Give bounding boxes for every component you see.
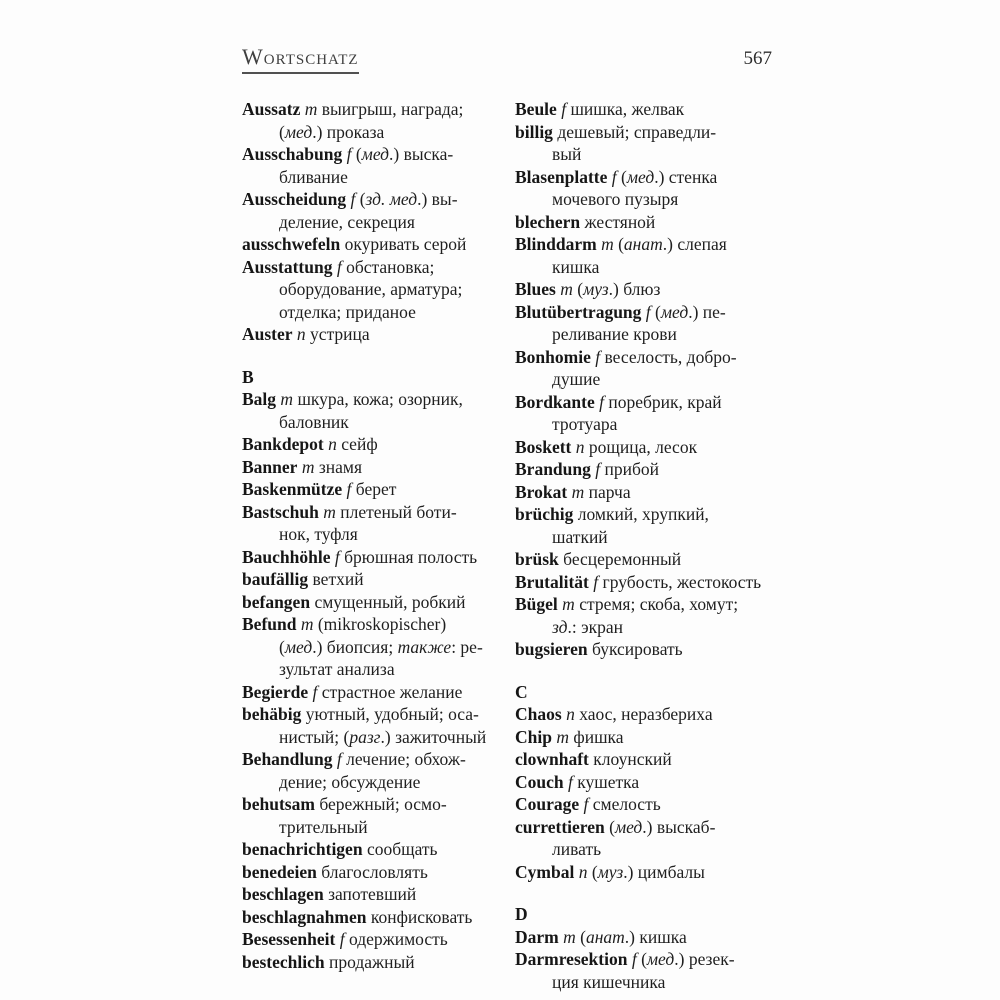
dictionary-entry: Besessenheit f одержимость [242, 929, 448, 949]
dictionary-entry: Bordkante f поребрик, край тротуара [515, 391, 722, 434]
dictionary-columns [242, 98, 772, 993]
dictionary-entry: Chip m фишка [515, 726, 624, 747]
page-number: 567 [743, 48, 772, 69]
dictionary-entry: Ausschabung f (мед.) выска- бливание [242, 144, 454, 187]
section-letter-D: D [515, 904, 528, 924]
dictionary-entry: Banner m знамя [242, 456, 362, 477]
dictionary-entry: Darm m (анат.) кишка [515, 926, 687, 947]
section-letter-B: B [242, 366, 254, 387]
dictionary-entry: Bügel m стремя; скоба, хомут; зд.: экран [515, 594, 739, 637]
dictionary-entry: Begierde f страстное желание [242, 681, 463, 702]
dictionary-entry: Blutübertragung f (мед.) пе- реливание крови [515, 301, 726, 344]
dictionary-entry: Bauchhöhle f брюшная полость [242, 546, 478, 567]
dictionary-entry: befangen смущенный, робкий [242, 591, 466, 612]
dictionary-entry: Baskenmütze f берет [242, 479, 397, 499]
dictionary-entry: Blasenplatte f (мед.) стенка мочевого пузыря [515, 166, 718, 209]
dictionary-entry: billig дешевый; справедли- вый [515, 121, 717, 164]
dictionary-entry: Balg m шкура, кожа; озорник, баловник [242, 389, 463, 432]
dictionary-entry: Bankdepot n сейф [242, 434, 378, 454]
dictionary-entry: beschlagnahmen конфисковать [242, 906, 473, 927]
dictionary-entry: Brandung f прибой [515, 459, 659, 479]
dictionary-entry: Ausstattung f обстановка; оборудование, арматура; отделка; приданое [242, 256, 463, 322]
dictionary-entry: behäbig уютный, удобный; оса- нистый; (разг.) зажиточный [242, 704, 487, 747]
dictionary-entry: Cymbal n (муз.) цимбалы [515, 861, 705, 882]
dictionary-entry: Aussatz m выигрыш, награда; (мед.) проказа [242, 99, 464, 142]
dictionary-entry: Blinddarm m (анат.) слепая кишка [515, 234, 727, 277]
dictionary-entry: Ausscheidung f (зд. мед.) вы- деление, секреция [242, 189, 458, 232]
dictionary-entry: Brokat m парча [515, 481, 631, 502]
dictionary-entry: bugsieren буксировать [515, 639, 683, 659]
dictionary-entry: Bonhomie f веселость, добро- душие [515, 346, 737, 389]
dictionary-entry: Befund m (mikroskopischer) (мед.) биопсия; также: ре- зультат анализа [242, 614, 483, 679]
dictionary-entry: Chaos n хаос, неразбериха [515, 704, 713, 724]
dictionary-entry: Blues m (муз.) блюз [515, 279, 661, 299]
dictionary-entry: bestechlich продажный [242, 951, 415, 972]
dictionary-entry: blechern жестяной [515, 211, 656, 232]
dictionary-entry: Courage f смелость [515, 794, 661, 814]
section-letter-C: C [515, 681, 528, 702]
dictionary-entry: clownhaft клоунский [515, 749, 672, 769]
dictionary-entry: Darmresektion f (мед.) резек- ция кишечника [515, 949, 735, 992]
right-column [515, 98, 772, 993]
dictionary-entry: Behandlung f лечение; обхож- дение; обсуждение [242, 749, 466, 792]
dictionary-entry: Brutalität f грубость, жестокость [515, 571, 762, 592]
dictionary-entry: Beule f шишка, желвак [515, 99, 685, 119]
dictionary-entry: Auster n устрица [242, 324, 370, 344]
page-header [242, 46, 772, 74]
dictionary-entry: baufällig ветхий [242, 569, 364, 589]
dictionary-entry: currettieren (мед.) выскаб- ливать [515, 816, 716, 859]
dictionary-entry: Bastschuh m плетеный боти- нок, туфля [242, 501, 457, 544]
dictionary-entry: benedeien благословлять [242, 861, 428, 882]
dictionary-entry: Boskett n рощица, лесок [515, 436, 698, 457]
left-column [242, 98, 499, 993]
dictionary-entry: brüsk бесцеремонный [515, 549, 682, 569]
dictionary-entry: brüchig ломкий, хрупкий, шаткий [515, 504, 709, 547]
dictionary-entry: beschlagen запотевший [242, 884, 417, 904]
dictionary-entry: ausschwefeln окуривать серой [242, 234, 467, 254]
dictionary-entry: benachrichtigen сообщать [242, 839, 438, 859]
dictionary-entry: Couch f кушетка [515, 771, 640, 792]
dictionary-entry: behutsam бережный; осмо- трительный [242, 794, 447, 837]
running-head-title: Wortschatz [242, 46, 359, 74]
